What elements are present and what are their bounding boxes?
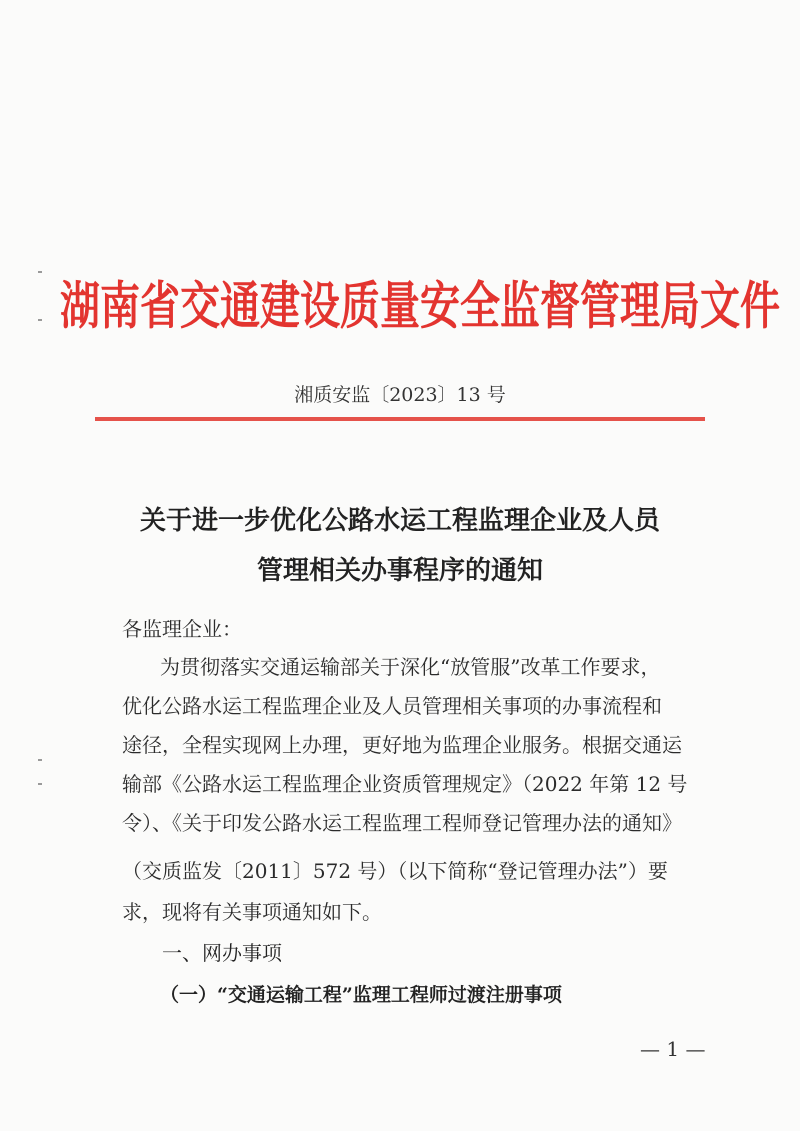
scan-mark bbox=[38, 271, 42, 273]
paragraph-line: 令）、《关于印发公路水运工程监理工程师登记管理办法的通知》 bbox=[122, 811, 682, 835]
section-heading: 一、网办事项 bbox=[162, 941, 282, 965]
paragraph-line: 为贯彻落实交通运输部关于深化“放管服”改革工作要求， bbox=[160, 655, 661, 679]
paragraph-line: 途径，全程实现网上办理，更好地为监理企业服务。根据交通运 bbox=[122, 733, 682, 757]
salutation: 各监理企业： bbox=[122, 617, 242, 641]
page-number: — 1 — bbox=[640, 1037, 706, 1061]
paragraph-line: 输部《公路水运工程监理企业资质管理规定》（2022 年第 12 号 bbox=[122, 772, 688, 796]
document-title bbox=[60, 496, 740, 596]
document-number: 湘质安监〔2023〕13 号 bbox=[294, 384, 506, 406]
title-line-1: 关于进一步优化公路水运工程监理企业及人员 bbox=[139, 506, 660, 536]
red-divider bbox=[95, 417, 705, 421]
paragraph-line: （交质监发〔2011〕572 号）（以下简称“登记管理办法”）要 bbox=[122, 859, 668, 883]
scan-mark bbox=[38, 783, 42, 785]
subsection-heading: （一）“交通运输工程”监理工程师过渡注册事项 bbox=[160, 984, 562, 1006]
paragraph-line: 优化公路水运工程监理企业及人员管理相关事项的办事流程和 bbox=[122, 694, 662, 718]
scan-mark bbox=[38, 319, 42, 321]
paragraph-line: 求，现将有关事项通知如下。 bbox=[122, 900, 382, 924]
scan-mark bbox=[38, 759, 42, 761]
title-line-2: 管理相关办事程序的通知 bbox=[256, 556, 543, 586]
issuer-title: 湖南省交通建设质量安全监督管理局文件 bbox=[60, 277, 780, 337]
